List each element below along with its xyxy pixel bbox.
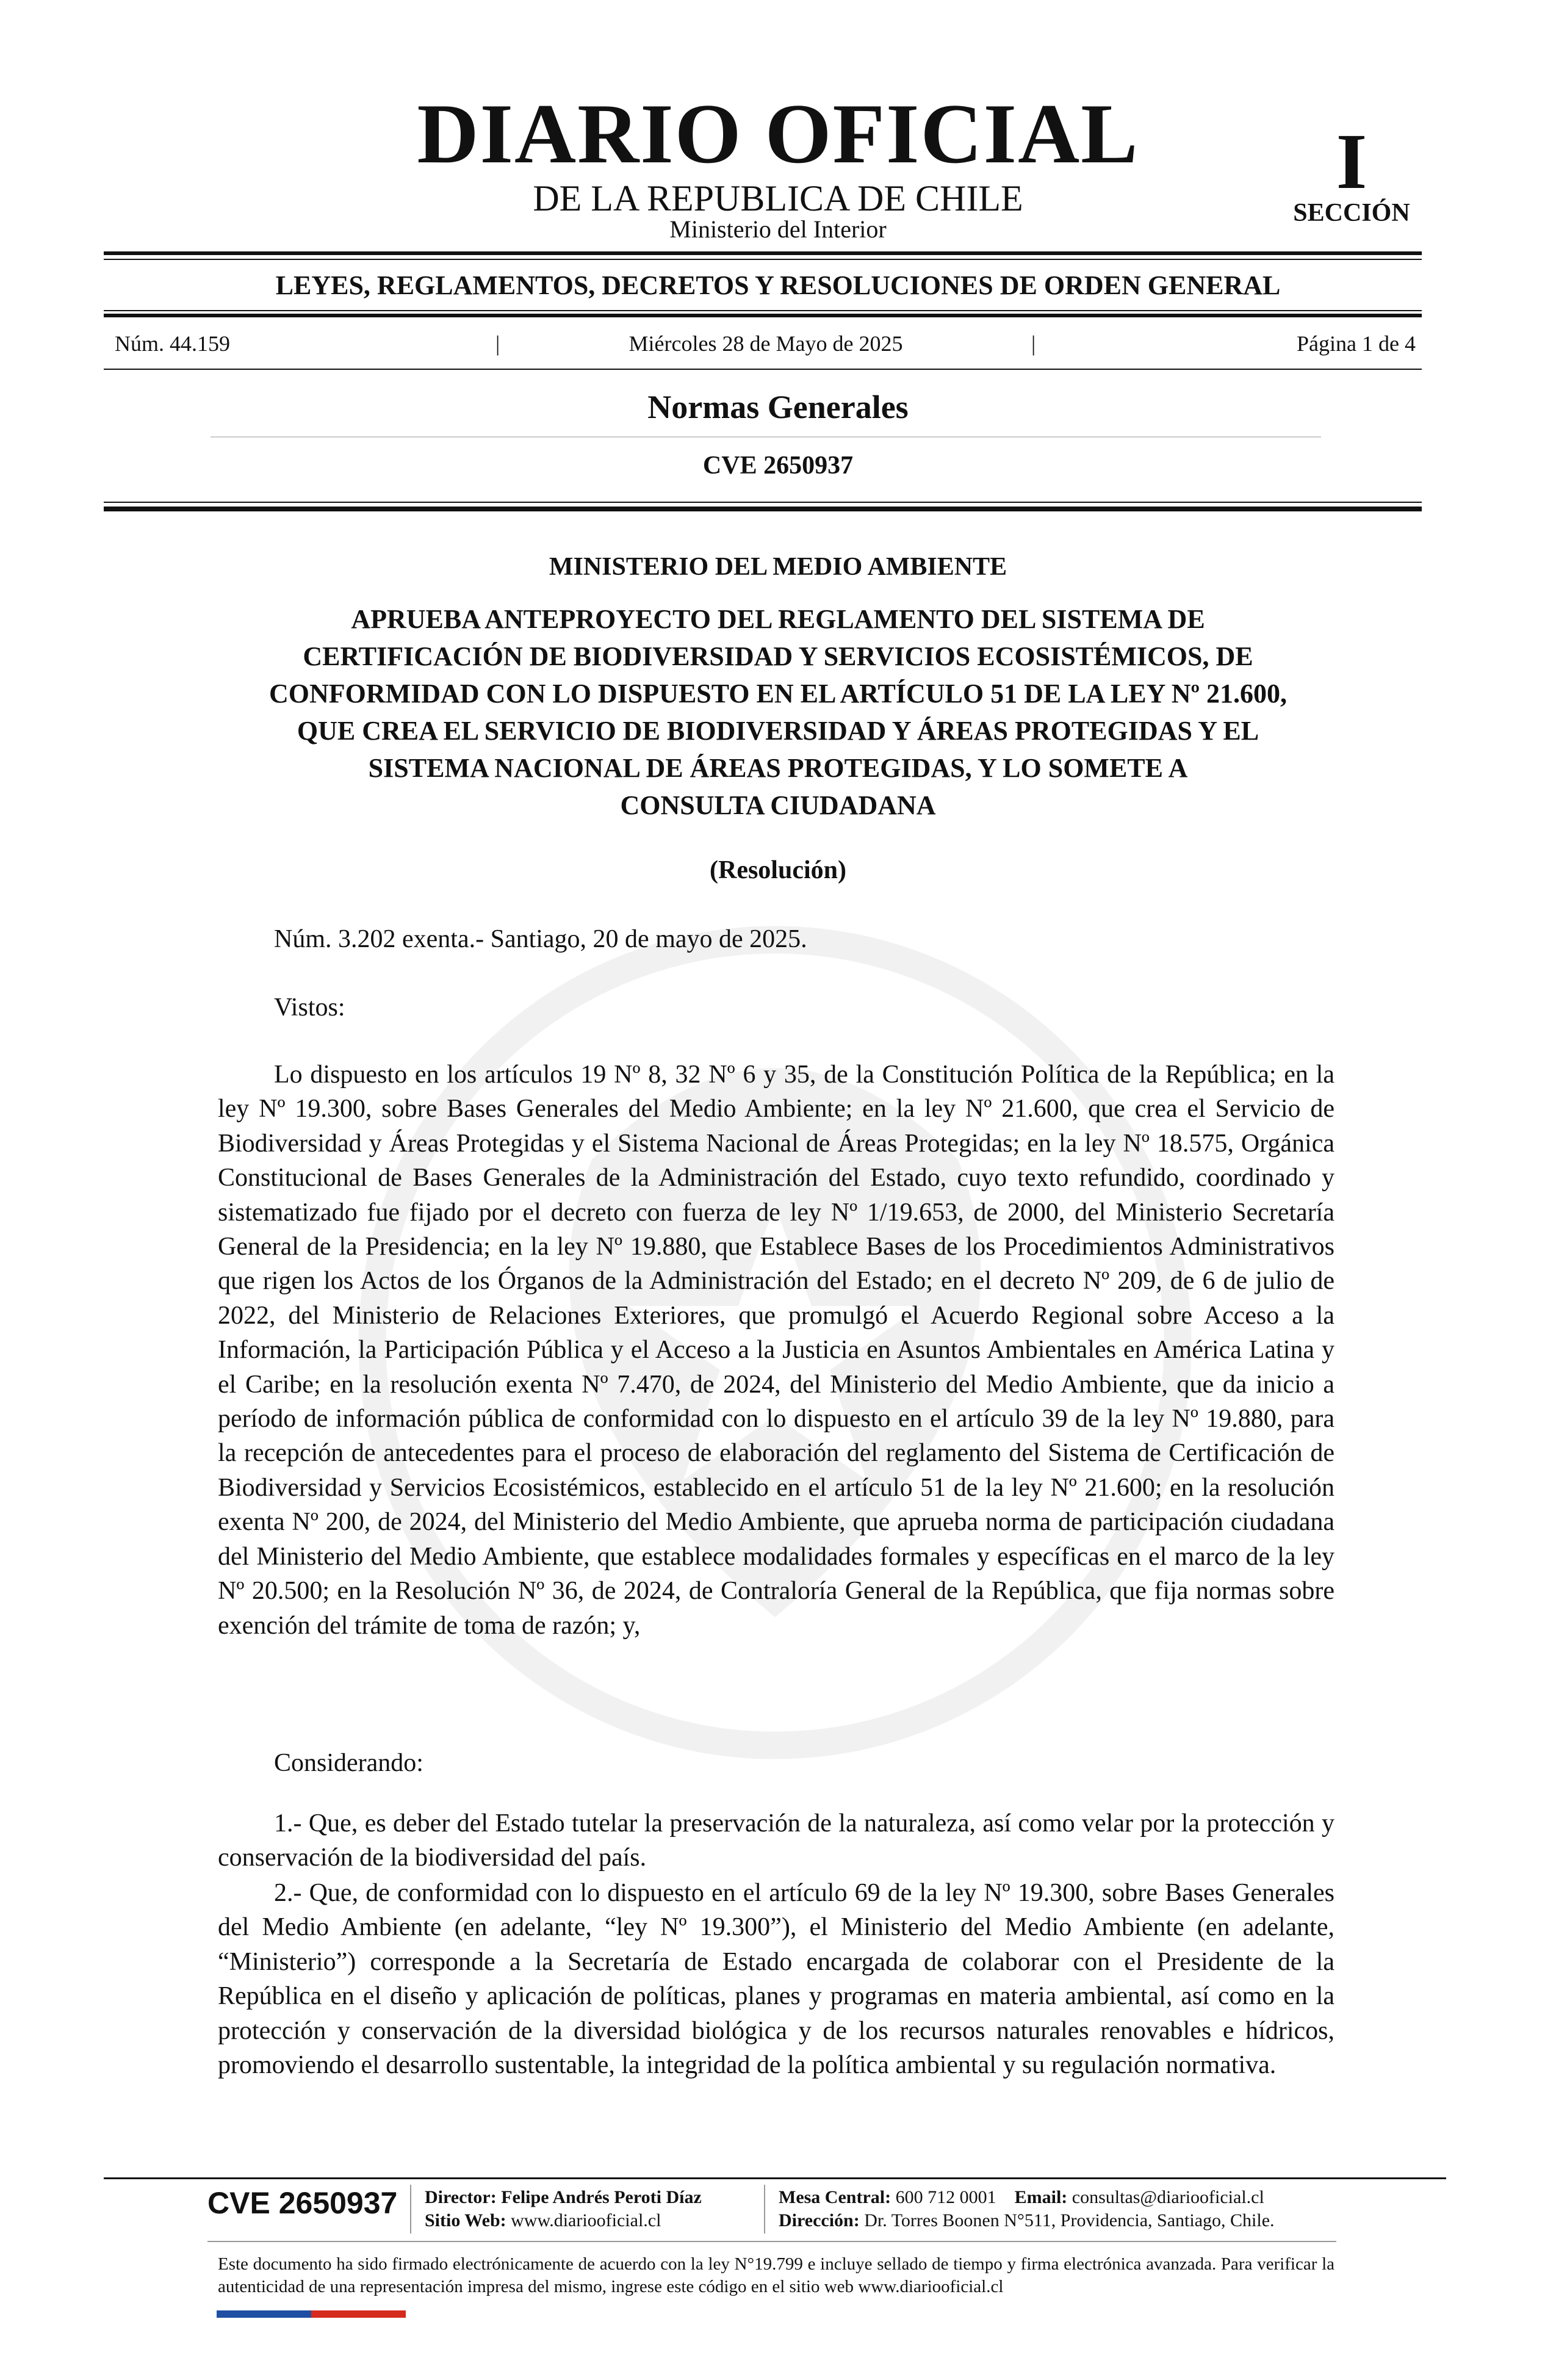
- considerando-2: 2.- Que, de conformidad con lo dispuesto en el artículo 69 de la ley Nº 19.300, sobre Bases Generales del Medio Ambiente (en adelante, “ley Nº 19.300”), el Ministerio del Medio Ambiente (en adelante, “Ministerio”) corresponde a la Secretaría de Estado encargada de colaborar con el Presidente de la República en el diseño y aplicación de políticas, planes y programas en materia ambiental, así como en la protección y conservación de la diversidad biológica y de los recursos naturales renovables e hídricos, promoviendo el desarrollo sustentable, la integridad de la política ambiental y su regulación normativa.: [218, 1879, 1334, 2080]
- resolution-title-line: QUE CREA EL SERVICIO DE BIODIVERSIDAD Y ÁREAS PROTEGIDAS Y EL: [297, 716, 1259, 746]
- email-label: Email:: [1014, 2187, 1068, 2207]
- flag-strip-blue: [217, 2310, 311, 2318]
- footer-divider: [764, 2185, 765, 2234]
- footer-signature-note: Este documento ha sido firmado electrónicamente de acuerdo con la ley N°19.799 e incluye sellado de tiempo y firma electrónica avanzada. Para verificar la autenticidad de una representación impresa del mismo, ingrese este código en el sitio web www.diariooficial.cl: [218, 2254, 1334, 2296]
- header-rule-thick: [104, 507, 1422, 511]
- resolution-title-line: CERTIFICACIÓN DE BIODIVERSIDAD Y SERVICIOS ECOSISTÉMICOS, DE: [303, 641, 1253, 671]
- resolution-title-line: APRUEBA ANTEPROYECTO DEL REGLAMENTO DEL SISTEMA DE: [351, 604, 1205, 634]
- category-heading: LEYES, REGLAMENTOS, DECRETOS Y RESOLUCIONES DE ORDEN GENERAL: [275, 270, 1281, 300]
- section-numeral: I: [1336, 118, 1367, 206]
- resolution-label: (Resolución): [710, 856, 846, 884]
- footer-rule-inner: [207, 2241, 1336, 2242]
- footer-cve-code: CVE 2650937: [207, 2186, 398, 2220]
- issue-date: Miércoles 28 de Mayo de 2025: [629, 331, 903, 356]
- infobar-rule: [104, 369, 1422, 370]
- category-rule-thin: [104, 310, 1422, 311]
- issue-number: Núm. 44.159: [115, 331, 230, 356]
- footer-director-block: [425, 2186, 702, 2232]
- site-link[interactable]: www.diariooficial.cl: [511, 2210, 661, 2230]
- masthead-rule-thin: [104, 259, 1422, 260]
- email-link[interactable]: consultas@diariooficial.cl: [1072, 2187, 1264, 2207]
- address-label: Dirección:: [779, 2210, 860, 2230]
- infobar-separator: |: [495, 331, 500, 356]
- masthead-rule-thick: [104, 251, 1422, 255]
- considerando-1: 1.- Que, es deber del Estado tutelar la preservación de la naturaleza, así como velar por la protección y conservación de la biodiversidad del país.: [218, 1809, 1334, 1872]
- considerando-heading: Considerando:: [274, 1749, 423, 1777]
- mesa-value: 600 712 0001: [895, 2187, 996, 2207]
- resolution-number-line: Núm. 3.202 exenta.- Santiago, 20 de mayo de 2025.: [274, 925, 807, 953]
- vistos-heading: Vistos:: [274, 993, 345, 1022]
- footer-rule: [104, 2177, 1446, 2179]
- site-label: Sitio Web:: [425, 2210, 506, 2230]
- footer-divider: [410, 2185, 411, 2234]
- resolution-title-line: SISTEMA NACIONAL DE ÁREAS PROTEGIDAS, Y LO SOMETE A: [368, 753, 1188, 783]
- vistos-paragraph: Lo dispuesto en los artículos 19 Nº 8, 32 Nº 6 y 35, de la Constitución Política de la República; en la ley Nº 19.300, sobre Bases Generales del Medio Ambiente; en la ley Nº 21.600, que crea el Servicio de Biodiversidad y Áreas Protegidas y el Sistema Nacional de Áreas Protegidas; en la ley Nº 18.575, Orgánica Constitucional de Bases Generales de la Administración del Estado, cuyo texto refundido, coordinado y sistematizado fue fijado por el decreto con fuerza de ley Nº 1/19.653, de 2000, del Ministerio Secretaría General de la Presidencia; en la ley Nº 19.880, que Establece Bases de los Procedimientos Administrativos que rigen los Actos de los Órganos de la Administración del Estado; en el decreto Nº 209, de 6 de julio de 2022, del Ministerio de Relaciones Exteriores, que promulgó el Acuerdo Regional sobre Acceso a la Información, la Participación Pública y el Acceso a la Justicia en Asuntos Ambientales en América Latina y el Caribe; en la resolución exenta Nº 7.470, de 2024, del Ministerio del Medio Ambiente, que da inicio a período de información pública de conformidad con lo dispuesto en el artículo 39 de la ley Nº 19.880, para la recepción de antecedentes para el proceso de elaboración del reglamento del Sistema de Certificación de Biodiversidad y Servicios Ecosistémicos, establecido en el artículo 51 de la ley Nº 21.600; en la resolución exenta Nº 200, de 2024, del Ministerio del Medio Ambiente, que aprueba norma de participación ciudadana del Ministerio del Medio Ambiente, que establece modalidades formales y específicas en el marco de la ley Nº 20.500; en la Resolución Nº 36, de 2024, de Contraloría General de la República, que fija normas sobre exención del trámite de toma de razón; y,: [218, 1061, 1334, 1640]
- page-indicator: Página 1 de 4: [1297, 331, 1416, 356]
- masthead-subtitle: DE LA REPUBLICA DE CHILE: [533, 178, 1023, 218]
- cve-code: CVE 2650937: [702, 452, 854, 480]
- category-rule-thick: [104, 314, 1422, 317]
- masthead-title: DIARIO OFICIAL: [417, 87, 1139, 181]
- resolution-title: [207, 600, 1349, 824]
- flag-strip-red: [311, 2310, 406, 2318]
- resolution-title-line: CONFORMIDAD CON LO DISPUESTO EN EL ARTÍCULO 51 DE LA LEY Nº 21.600,: [268, 679, 1288, 709]
- resolution-title-line: CONSULTA CIUDADANA: [620, 790, 936, 820]
- address-value: Dr. Torres Boonen N°511, Providencia, Santiago, Chile.: [864, 2210, 1275, 2230]
- norm-type-heading: Normas Generales: [647, 389, 909, 425]
- mesa-label: Mesa Central:: [779, 2187, 891, 2207]
- footer-contact-block: [779, 2186, 1275, 2232]
- section-label: SECCIÓN: [1293, 199, 1410, 227]
- masthead-ministry: Ministerio del Interior: [669, 215, 887, 243]
- norm-type-rule: [211, 436, 1321, 438]
- director-label: Director:: [425, 2187, 497, 2207]
- infobar-separator: |: [1031, 331, 1036, 356]
- director-name: Felipe Andrés Peroti Díaz: [501, 2187, 702, 2207]
- header-rule-thin: [104, 502, 1422, 503]
- issuing-ministry: MINISTERIO DEL MEDIO AMBIENTE: [549, 553, 1007, 581]
